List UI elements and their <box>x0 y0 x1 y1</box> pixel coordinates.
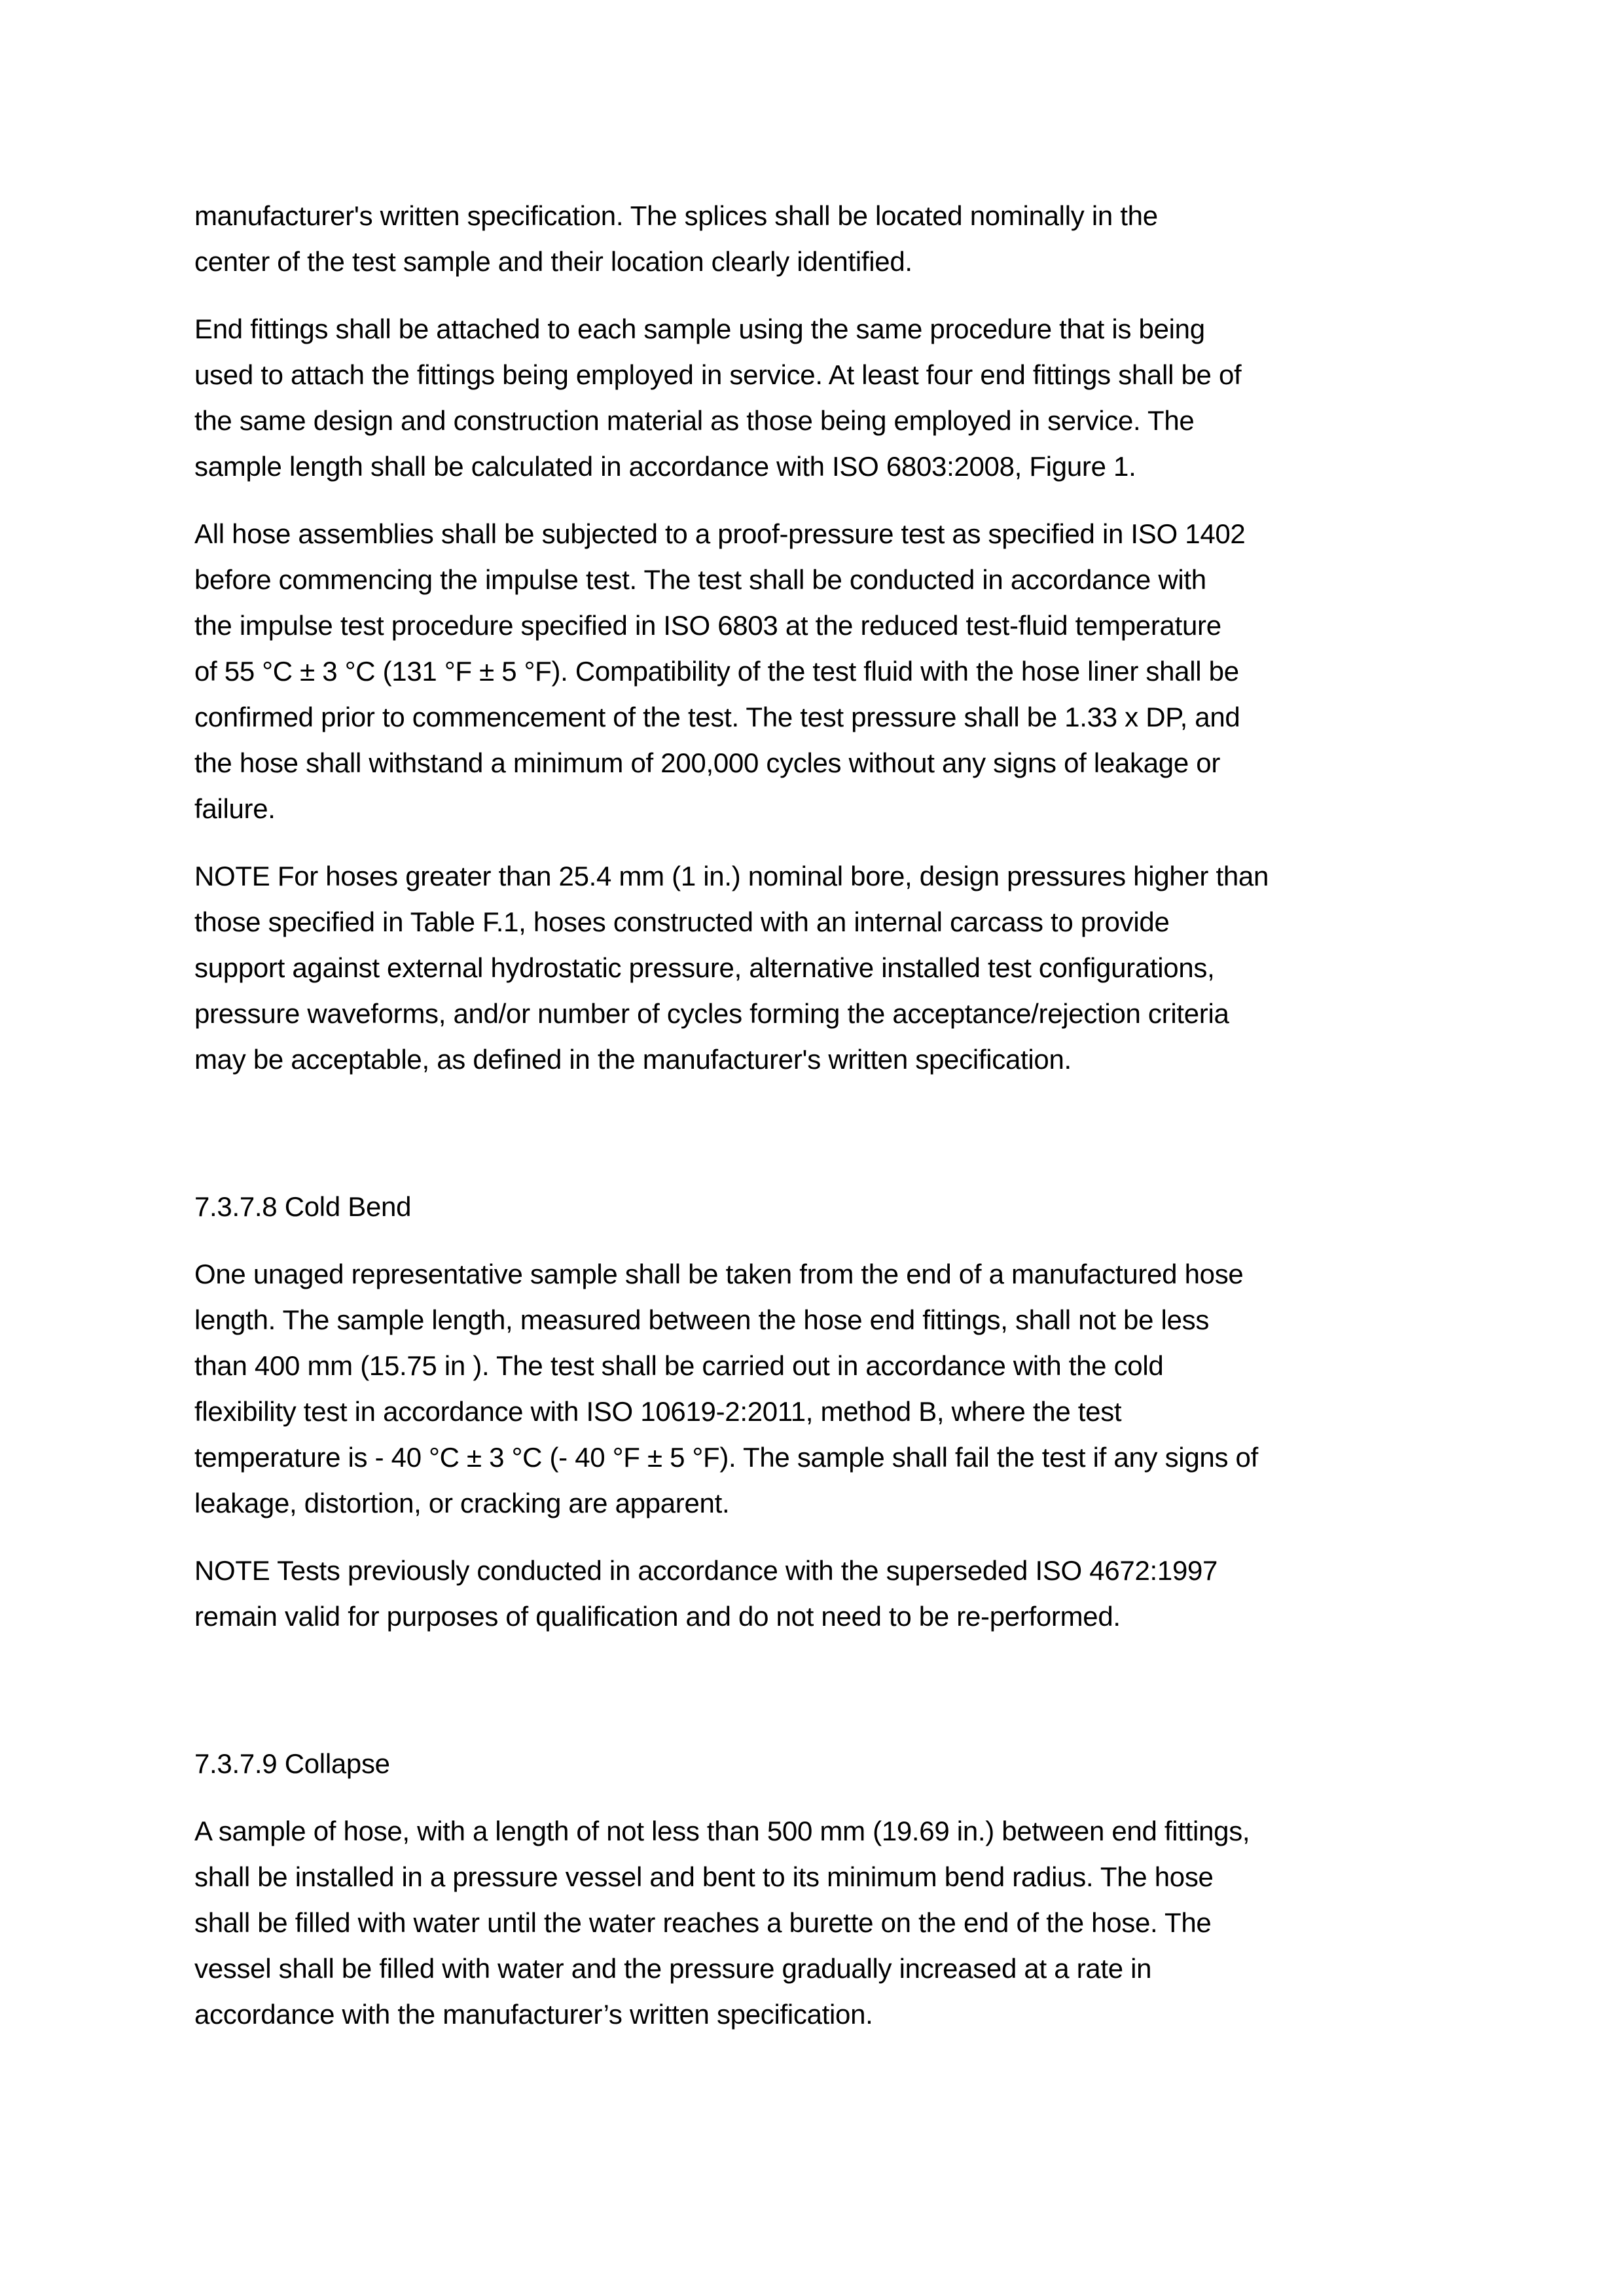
text-line: support against external hydrostatic pressure, alternative installed test configurations, <box>194 952 1215 983</box>
text-line: NOTE For hoses greater than 25.4 mm (1 in.) nominal bore, design pressures higher than <box>194 861 1269 891</box>
text-line: vessel shall be filled with water and the pressure gradually increased at a rate in <box>194 1953 1152 1984</box>
text-line: used to attach the fittings being employed in service. At least four end fittings shall be of <box>194 359 1242 390</box>
text-line: pressure waveforms, and/or number of cycles forming the acceptance/rejection criteria <box>194 998 1229 1029</box>
section-heading-collapse <box>194 1741 1467 1787</box>
section-heading-cold-bend <box>194 1184 1467 1230</box>
text-line: may be acceptable, as defined in the manufacturer's written specification. <box>194 1044 1072 1075</box>
paragraph <box>194 306 1467 490</box>
text-line: End fittings shall be attached to each sample using the same procedure that is being <box>194 314 1205 344</box>
text-line: accordance with the manufacturer’s written specification. <box>194 1999 873 2030</box>
paragraph <box>194 1251 1467 1526</box>
text-line: All hose assemblies shall be subjected to a proof-pressure test as specified in ISO 1402 <box>194 518 1246 549</box>
heading-text: 7.3.7.8 Cold Bend <box>194 1191 412 1222</box>
text-line: leakage, distortion, or cracking are apparent. <box>194 1488 730 1518</box>
text-line: One unaged representative sample shall be taken from the end of a manufactured hose <box>194 1259 1244 1289</box>
text-line: length. The sample length, measured between the hose end fittings, shall not be less <box>194 1304 1210 1335</box>
note-paragraph <box>194 1548 1467 1640</box>
text-line: A sample of hose, with a length of not less than 500 mm (19.69 in.) between end fittings, <box>194 1816 1250 1846</box>
text-line: remain valid for purposes of qualification and do not need to be re-performed. <box>194 1601 1121 1632</box>
heading-text: 7.3.7.9 Collapse <box>194 1748 390 1779</box>
text-line: the impulse test procedure specified in ISO 6803 at the reduced test-fluid temperature <box>194 610 1221 641</box>
text-line: confirmed prior to commencement of the test. The test pressure shall be 1.33 x DP, and <box>194 702 1240 732</box>
paragraph <box>194 511 1467 832</box>
text-line: those specified in Table F.1, hoses constructed with an internal carcass to provide <box>194 906 1170 937</box>
text-line: before commencing the impulse test. The test shall be conducted in accordance with <box>194 564 1206 595</box>
text-line: flexibility test in accordance with ISO 10619-2:2011, method B, where the test <box>194 1396 1122 1427</box>
text-line: sample length shall be calculated in accordance with ISO 6803:2008, Figure 1. <box>194 451 1136 482</box>
text-line: the same design and construction material as those being employed in service. The <box>194 405 1195 436</box>
text-line: shall be filled with water until the water reaches a burette on the end of the hose. The <box>194 1907 1212 1938</box>
paragraph <box>194 193 1467 285</box>
text-line: failure. <box>194 793 276 824</box>
note-paragraph <box>194 853 1467 1083</box>
text-line: temperature is - 40 °C ± 3 °C (- 40 °F ± 5 °F). The sample shall fail the test if any signs of <box>194 1442 1258 1473</box>
text-line: the hose shall withstand a minimum of 200,000 cycles without any signs of leakage or <box>194 747 1221 778</box>
paragraph <box>194 1808 1467 2037</box>
text-line: shall be installed in a pressure vessel and bent to its minimum bend radius. The hose <box>194 1861 1214 1892</box>
text-line: NOTE Tests previously conducted in accordance with the superseded ISO 4672:1997 <box>194 1555 1218 1586</box>
text-line: of 55 °C ± 3 °C (131 °F ± 5 °F). Compatibility of the test fluid with the hose liner shall be <box>194 656 1239 687</box>
text-line: center of the test sample and their location clearly identified. <box>194 246 912 277</box>
text-line: than 400 mm (15.75 in ). The test shall be carried out in accordance with the cold <box>194 1350 1164 1381</box>
text-line: manufacturer's written specification. The splices shall be located nominally in the <box>194 200 1158 231</box>
